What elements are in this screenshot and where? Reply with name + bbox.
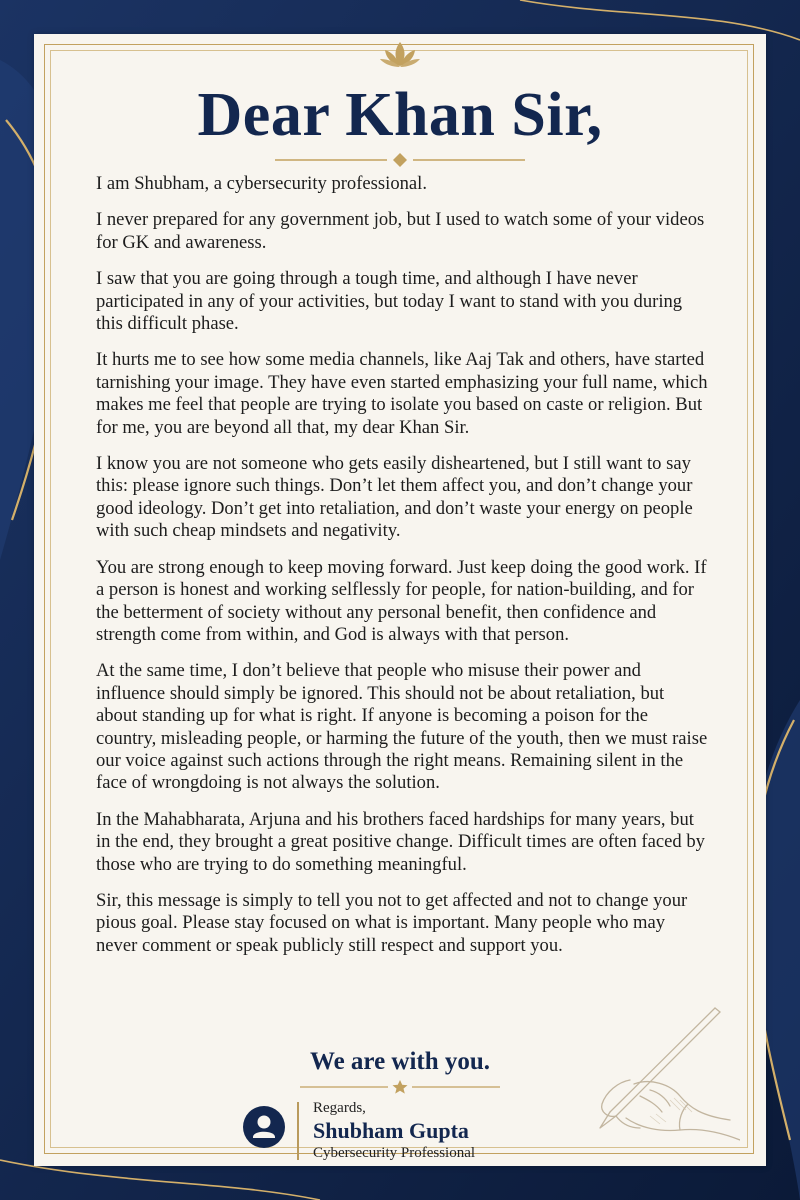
letter-paragraph: You are strong enough to keep moving forward. Just keep doing the good work. If a person is honest and working selflessly for people, for nation-building, and for the betterment of society without any personal benefit, then confidence and strength come from within, and God is always with that person. <box>96 556 707 645</box>
signature-name: Shubham Gupta <box>313 1118 469 1143</box>
lotus-icon <box>380 40 420 70</box>
star-icon <box>300 1080 500 1094</box>
signature-separator <box>297 1102 299 1160</box>
letter-paragraph: I never prepared for any government job, but I used to watch some of your videos for GK and awareness. <box>96 209 705 253</box>
signature-role: Cybersecurity Professional <box>313 1145 476 1161</box>
letter-paragraph: I know you are not someone who gets easily disheartened, but I still want to say this: please ignore such things. Don’t let them affect you, and don’t change your good ideology. Don’t get into retaliation, and don’t waste your energy on people with such cheap mindsets and negativity. <box>96 453 693 542</box>
diamond-icon <box>275 152 525 168</box>
user-icon <box>243 1106 285 1148</box>
letter-paragraph: I saw that you are going through a tough time, and although I have never participated in any of your activities, but today I want to stand with you during this difficult phase. <box>96 268 683 335</box>
letter-paragraph: At the same time, I don’t believe that people who misuse their power and influence should simply be ignored. This should not be about retaliation, but about standing up for what is right. If anyone is becoming a poison for the country, misleading people, or harming the future of the youth, then we must raise our voice against such actions through the right means. Remaining silent in the face of wrongdoing is not always the solution. <box>96 660 708 794</box>
letter-paragraph: Sir, this message is simply to tell you not to get affected and not to change your pious goal. Please stay focused on what is important. Many people who may never comment or speak publicly still respect and support you. <box>96 889 688 956</box>
letter-paragraph: It hurts me to see how some media channels, like Aaj Tak and others, have started tarnishing your image. They have even started emphasizing your full name, which makes me feel that people are trying to isolate you based on caste or religion. But for me, you are beyond all that, my dear Khan Sir. <box>96 349 708 438</box>
salutation-heading: Dear Khan Sir, <box>197 81 603 149</box>
signature-regards: Regards, <box>313 1100 366 1116</box>
closing-line: We are with you. <box>309 1048 491 1075</box>
hand-writing-icon <box>530 1000 740 1150</box>
letter-paragraph: In the Mahabharata, Arjuna and his brothers faced hardships for many years, but in the end, they brought a great positive change. Difficult times are often faced by those who are trying to do something meaningful. <box>96 808 705 875</box>
letter-body <box>96 173 710 971</box>
letter-paragraph: I am Shubham, a cybersecurity professional. <box>96 173 427 194</box>
